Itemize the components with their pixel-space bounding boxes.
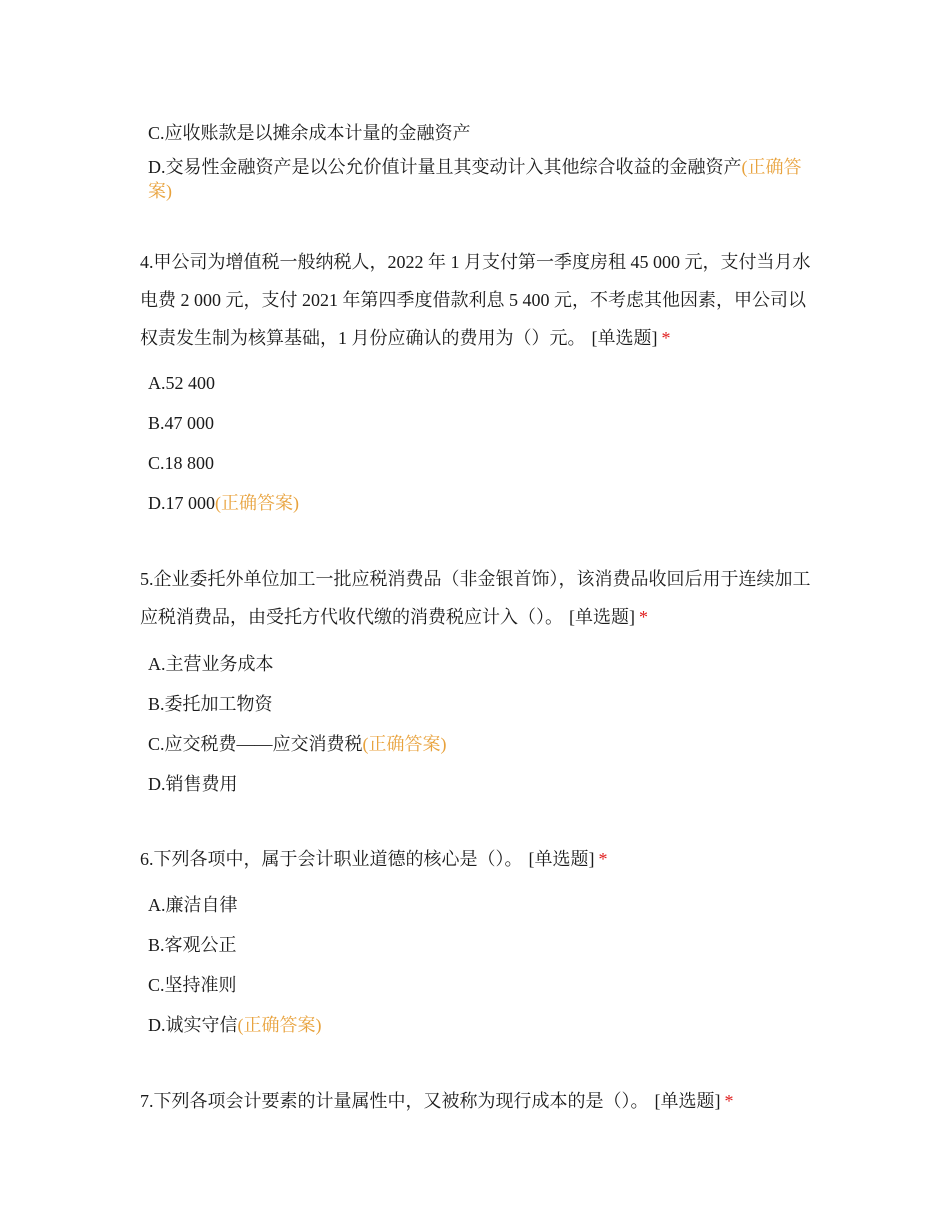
option-text: C.坚持准则 (148, 975, 237, 995)
option-text: B.47 000 (148, 413, 215, 433)
correct-answer-tag: (正确答案) (362, 734, 447, 754)
q5-option-d[interactable] (148, 772, 808, 796)
q6-option-b[interactable] (148, 933, 808, 957)
q6-option-d[interactable] (148, 1013, 808, 1037)
correct-answer-tag: (正确答案) (237, 1015, 322, 1035)
q3-option-c[interactable] (148, 121, 808, 145)
q3-option-d[interactable] (148, 155, 808, 203)
option-text: A.主营业务成本 (148, 654, 274, 674)
question-7 (140, 1082, 820, 1120)
question-text: 6.下列各项中，属于会计职业道德的核心是（）。 (140, 849, 523, 869)
option-text: A.52 400 (148, 373, 215, 393)
question-type: [单选题] (591, 328, 658, 348)
question-4 (140, 243, 820, 357)
question-type: [单选题] (654, 1091, 721, 1111)
question-type: [单选题] (528, 849, 595, 869)
q4-option-b[interactable] (148, 411, 808, 435)
question-text: 5.企业委托外单位加工一批应税消费品（非金银首饰），该消费品收回后用于连续加工应税消费品，由受托方代收代缴的消费税应计入（）。 (140, 569, 811, 627)
option-text: C.18 800 (148, 453, 215, 473)
q4-option-c[interactable] (148, 451, 808, 475)
q6-option-a[interactable] (148, 893, 808, 917)
required-marker: * (724, 1091, 734, 1111)
option-text: B.客观公正 (148, 935, 237, 955)
q5-option-a[interactable] (148, 652, 808, 676)
correct-answer-tag: (正确答案) (148, 157, 802, 201)
q6-option-c[interactable] (148, 973, 808, 997)
required-marker: * (661, 328, 671, 348)
option-text: C.应收账款是以摊余成本计量的金融资产 (148, 123, 471, 143)
q4-option-a[interactable] (148, 371, 808, 395)
option-text: C.应交税费——应交消费税 (148, 734, 363, 754)
question-text: 7.下列各项会计要素的计量属性中，又被称为现行成本的是（）。 (140, 1091, 649, 1111)
option-text: B.委托加工物资 (148, 694, 273, 714)
correct-answer-tag: (正确答案) (215, 493, 299, 513)
question-6 (140, 840, 820, 878)
question-5 (140, 560, 820, 636)
required-marker: * (598, 849, 608, 869)
question-type: [单选题] (569, 607, 635, 627)
option-text: D.诚实守信 (148, 1015, 238, 1035)
option-text: D.销售费用 (148, 774, 238, 794)
option-text: D.17 000 (148, 493, 215, 513)
option-text: D.交易性金融资产是以公允价值计量且其变动计入其他综合收益的金融资产 (148, 157, 742, 177)
question-text: 4.甲公司为增值税一般纳税人，2022 年 1 月支付第一季度房租 45 000 元，支付当月水电费 2 000 元，支付 2021 年第四季度借款利息 5 400 元，不考虑其他因素，甲公司以权责发生制为核算基础，1 月份应确认的费用为（）元。 (140, 252, 811, 348)
q5-option-b[interactable] (148, 692, 808, 716)
q4-option-d[interactable] (148, 491, 808, 515)
q5-option-c[interactable] (148, 732, 808, 756)
option-text: A.廉洁自律 (148, 895, 238, 915)
required-marker: * (639, 607, 648, 627)
